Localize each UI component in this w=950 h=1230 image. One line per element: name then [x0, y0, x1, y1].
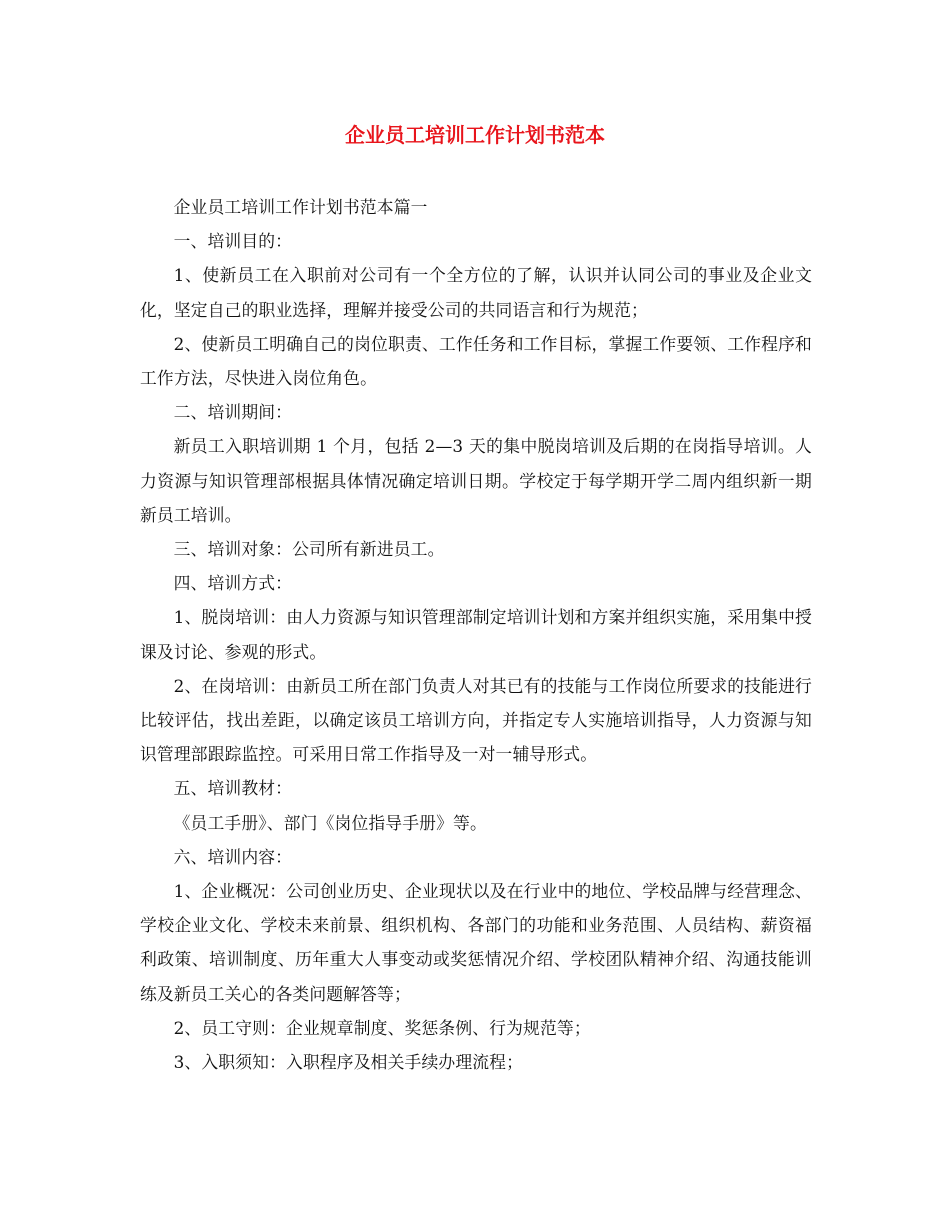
paragraph-purpose-2: 2、使新员工明确自己的岗位职责、工作任务和工作目标，掌握工作要领、工作程序和工作方法，尽快进入岗位角色。: [140, 333, 812, 389]
paragraph-target: 三、培训对象：公司所有新进员工。: [173, 539, 445, 560]
paragraph-heading-materials: 五、培训教材：: [173, 778, 293, 799]
document-body: [140, 190, 812, 1079]
paragraph-method-2: 2、在岗培训：由新员工所在部门负责人对其已有的技能与工作岗位所要求的技能进行比较评估，找出差距，以确定该员工培训方向，并指定专人实施培训指导，人力资源与知识管理部跟踪监控。可采用日常工作指导及一对一辅导形式。: [140, 675, 812, 765]
paragraph-heading-method: 四、培训方式：: [173, 573, 293, 594]
paragraph-method-1: 1、脱岗培训：由人力资源与知识管理部制定培训计划和方案并组织实施，采用集中授课及讨论、参观的形式。: [140, 607, 812, 662]
paragraph-content-1: 1、企业概况：公司创业历史、企业现状以及在行业中的地位、学校品牌与经营理念、学校企业文化、学校未来前景、组织机构、各部门的功能和业务范围、人员结构、薪资福利政策、培训制度、历年重大人事变动或奖惩情况介绍、学校团队精神介绍、沟通技能训练及新员工关心的各类问题解答等；: [140, 881, 812, 1004]
paragraph-materials: 《员工手册》、部门《岗位指导手册》等。: [173, 812, 487, 833]
document-title: 企业员工培训工作计划书范本: [345, 123, 605, 147]
paragraph-content-3: 3、入职须知：入职程序及相关手续办理流程；: [173, 1052, 524, 1073]
paragraph-period: 新员工入职培训期 1 个月，包括 2—3 天的集中脱岗培训及后期的在岗指导培训。人力资源与知识管理部根据具体情况确定培训日期。学校定于每学期开学二周内组织新一期新员工培训。: [140, 436, 812, 525]
paragraph-subtitle: 企业员工培训工作计划书范本篇一: [173, 197, 428, 217]
paragraph-content-2: 2、员工守则：企业规章制度、奖惩条例、行为规范等；: [173, 1017, 591, 1038]
paragraph-heading-purpose: 一、培训目的：: [173, 231, 293, 252]
paragraph-heading-content: 六、培训内容：: [173, 846, 293, 867]
paragraph-purpose-1: 1、使新员工在入职前对公司有一个全方位的了解，认识并认同公司的事业及企业文化，坚定自己的职业选择，理解并接受公司的共同语言和行为规范；: [140, 265, 812, 320]
paragraph-heading-period: 二、培训期间：: [173, 402, 293, 423]
